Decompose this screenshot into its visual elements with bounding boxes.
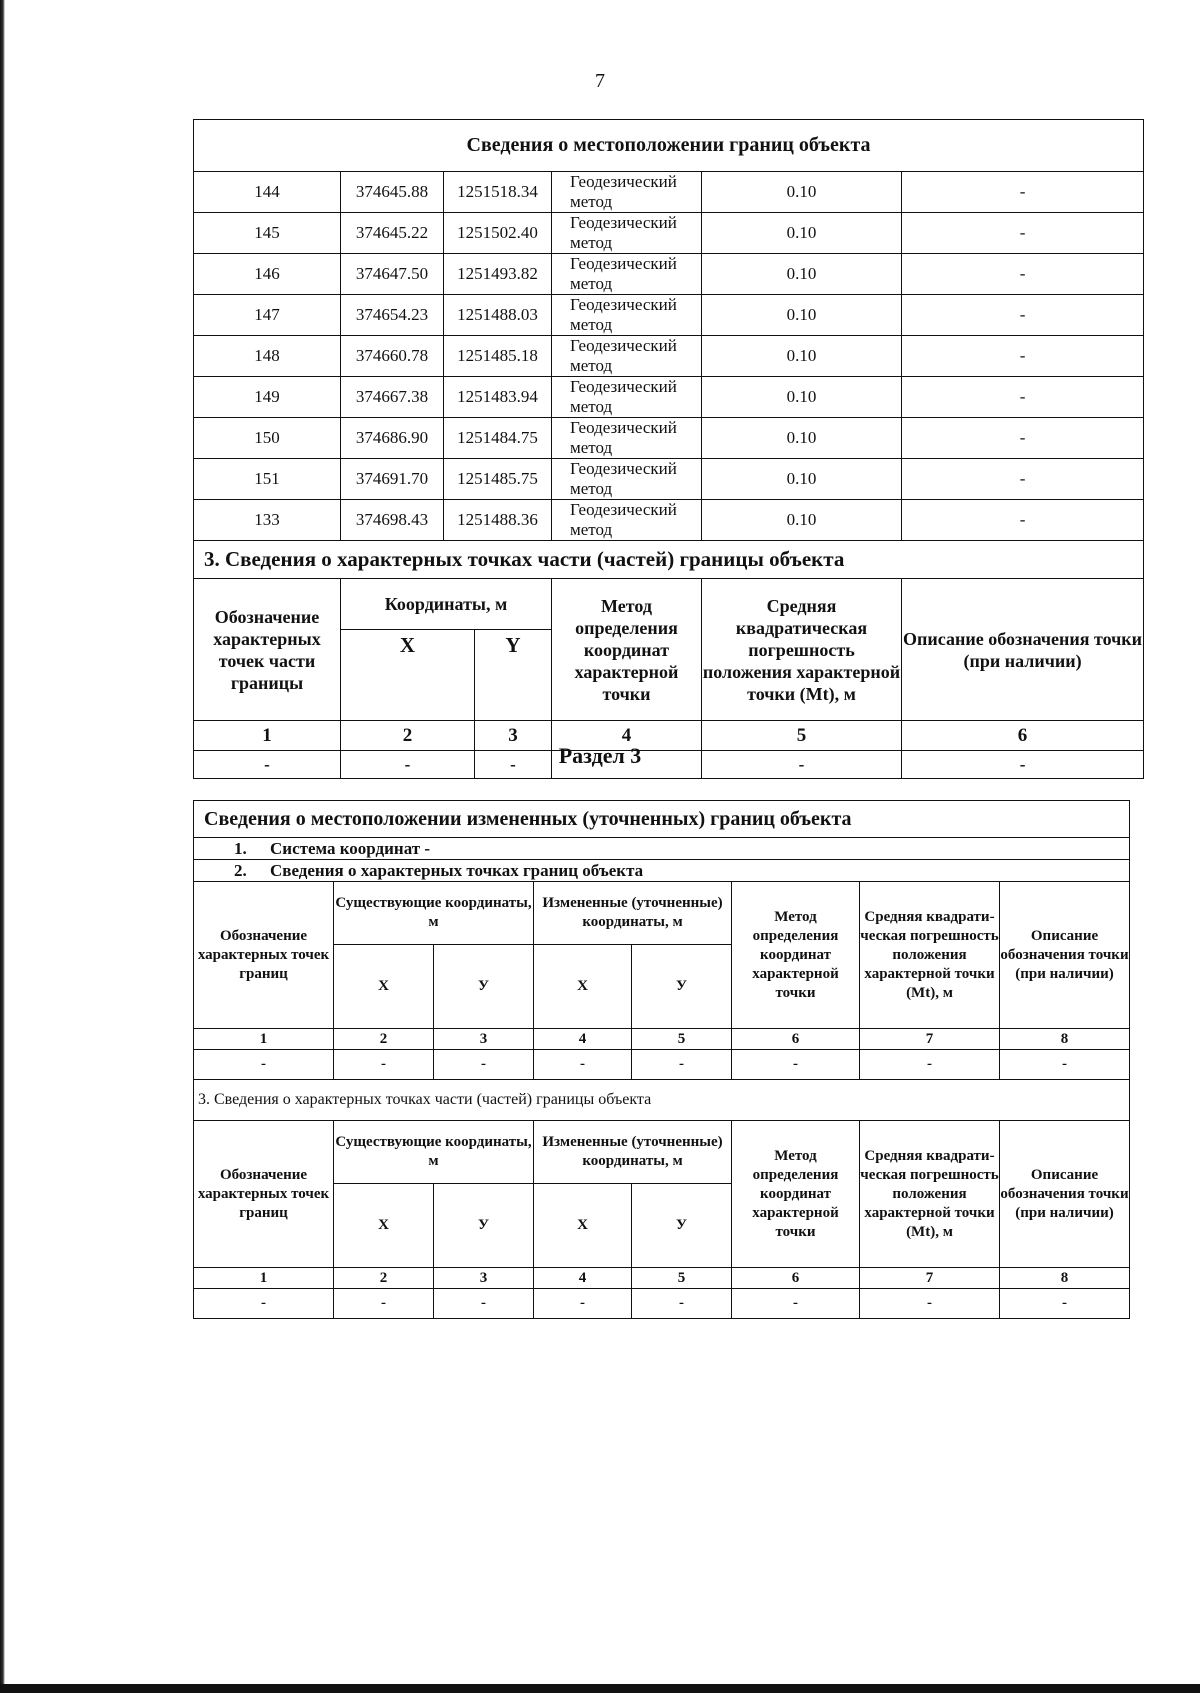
error-value: 0.10 [702,418,902,459]
error-value: 0.10 [702,377,902,418]
coord-y: 1251502.40 [444,213,552,254]
col-number: 8 [1000,1268,1130,1289]
header-method: Метод определения координат характерной точки [732,1121,860,1268]
coord-x: 374645.22 [341,213,444,254]
part-value: - [475,751,552,779]
method: Геодезический метод [552,295,702,336]
error-value: 0.10 [702,459,902,500]
point-number: 150 [194,418,341,459]
header-changed-coords: Измененные (уточненные) координаты, м [534,882,732,945]
coord-y: 1251483.94 [444,377,552,418]
value-cell: - [194,1050,334,1080]
col-number: 4 [552,721,702,751]
col-number: 3 [475,721,552,751]
point-number: 133 [194,500,341,541]
scan-edge-left [0,0,5,1693]
boundary-location-table [193,119,1144,779]
error-value: 0.10 [702,172,902,213]
description: - [902,254,1144,295]
table2-part-title: 3. Сведения о характерных точках части (частей) границы объекта [194,1080,1130,1121]
header-x: Х [534,1184,632,1268]
description: - [902,377,1144,418]
col-number: 6 [732,1268,860,1289]
method: Геодезический метод [552,254,702,295]
value-cell: - [732,1289,860,1319]
header-x: Х [334,1184,434,1268]
header-changed-coords: Измененные (уточненные) координаты, м [534,1121,732,1184]
point-number: 149 [194,377,341,418]
header-y: У [632,945,732,1029]
description: - [902,500,1144,541]
changed-boundaries-table [193,800,1130,1319]
method: Геодезический метод [552,418,702,459]
value-cell: - [434,1289,534,1319]
header-method: Метод определения координат характерной точки [552,579,702,721]
table-row [194,377,1144,418]
header-existing-coords: Существующие координаты, м [334,882,534,945]
description: - [902,336,1144,377]
value-cell: - [632,1050,732,1080]
col-number: 5 [632,1029,732,1050]
table-row [194,254,1144,295]
header-y: У [434,945,534,1029]
header-coords: Координаты, м [341,579,552,630]
coord-y: 1251485.18 [444,336,552,377]
coord-y: 1251518.34 [444,172,552,213]
col-number: 3 [434,1268,534,1289]
part-value: - [702,751,902,779]
header-designation: Обозначение характерных точек границ [194,1121,334,1268]
description: - [902,459,1144,500]
col-number: 8 [1000,1029,1130,1050]
col-number: 1 [194,1268,334,1289]
col-number: 2 [341,721,475,751]
part-value: - [902,751,1144,779]
header-description: Описание обозначения точки (при наличии) [902,579,1144,721]
table-row [194,172,1144,213]
line-text: Система координат - [270,838,431,858]
method: Геодезический метод [552,377,702,418]
header-y: Y [475,630,552,721]
header-designation: Обозначение характерных точек границ [194,882,334,1029]
table2-title: Сведения о местоположении измененных (уточненных) границ объекта [194,801,1130,838]
coord-y: 1251488.36 [444,500,552,541]
point-number: 145 [194,213,341,254]
header-existing-coords: Существующие координаты, м [334,1121,534,1184]
description: - [902,172,1144,213]
description: - [902,295,1144,336]
header-x: X [341,630,475,721]
method: Геодезический метод [552,336,702,377]
point-number: 146 [194,254,341,295]
value-cell: - [860,1289,1000,1319]
table-row [194,500,1144,541]
table-row [194,336,1144,377]
header-error: Средняя квадратическая погрешность положения характерной точки (Mt), м [702,579,902,721]
value-cell: - [534,1289,632,1319]
header-y: У [632,1184,732,1268]
value-cell: - [534,1050,632,1080]
coord-y: 1251484.75 [444,418,552,459]
col-number: 1 [194,721,341,751]
header-method: Метод определения координат характерной точки [732,882,860,1029]
col-number: 6 [732,1029,860,1050]
description: - [902,213,1144,254]
section-heading: Раздел 3 [558,743,642,768]
col-number: 4 [534,1268,632,1289]
line-text: Сведения о характерных точках границ объекта [270,860,644,880]
col-number: 2 [334,1029,434,1050]
coord-x: 374645.88 [341,172,444,213]
method: Геодезический метод [552,459,702,500]
header-x: Х [334,945,434,1029]
header-error: Средняя квадрати-ческая погрешность положения характерной точки (Mt), м [860,1121,1000,1268]
part-value: - [341,751,475,779]
col-number: 1 [194,1029,334,1050]
value-cell: - [632,1289,732,1319]
col-number: 7 [860,1268,1000,1289]
point-number: 151 [194,459,341,500]
coord-x: 374660.78 [341,336,444,377]
table2-line-points [194,860,1130,882]
table-row [194,459,1144,500]
value-cell: - [860,1050,1000,1080]
header-error: Средняя квадрати-ческая погрешность положения характерной точки (Mt), м [860,882,1000,1029]
col-number: 6 [902,721,1144,751]
coord-x: 374647.50 [341,254,444,295]
page-number: 7 [595,70,605,92]
line-number: 2. [234,860,247,880]
header-y: У [434,1184,534,1268]
coord-x: 374654.23 [341,295,444,336]
error-value: 0.10 [702,295,902,336]
coord-x: 374691.70 [341,459,444,500]
method: Геодезический метод [552,213,702,254]
coord-y: 1251493.82 [444,254,552,295]
description: - [902,418,1144,459]
table-row [194,418,1144,459]
table-row [194,213,1144,254]
header-designation: Обозначение характерных точек части границы [194,579,341,721]
value-cell: - [732,1050,860,1080]
point-number: 147 [194,295,341,336]
coord-x: 374667.38 [341,377,444,418]
coord-x: 374686.90 [341,418,444,459]
table2-line-coord-system [194,838,1130,860]
error-value: 0.10 [702,254,902,295]
error-value: 0.10 [702,213,902,254]
value-cell: - [334,1289,434,1319]
value-cell: - [334,1050,434,1080]
coord-y: 1251485.75 [444,459,552,500]
point-number: 144 [194,172,341,213]
col-number: 7 [860,1029,1000,1050]
method: Геодезический метод [552,500,702,541]
header-x: Х [534,945,632,1029]
value-cell: - [1000,1289,1130,1319]
coord-x: 374698.43 [341,500,444,541]
header-description: Описание обозначения точки (при наличии) [1000,882,1130,1029]
header-description: Описание обозначения точки (при наличии) [1000,1121,1130,1268]
part-value: - [194,751,341,779]
error-value: 0.10 [702,500,902,541]
col-number: 2 [334,1268,434,1289]
point-number: 148 [194,336,341,377]
table1-part-title: 3. Сведения о характерных точках части (частей) границы объекта [194,541,1144,579]
table1-rows [194,172,1144,541]
scan-edge-bottom [0,1684,1200,1693]
col-number: 5 [632,1268,732,1289]
line-number: 1. [234,838,247,858]
value-cell: - [194,1289,334,1319]
col-number: 4 [534,1029,632,1050]
value-cell: - [1000,1050,1130,1080]
table1-title: Сведения о местоположении границ объекта [194,120,1144,172]
method: Геодезический метод [552,172,702,213]
table-row [194,295,1144,336]
coord-y: 1251488.03 [444,295,552,336]
value-cell: - [434,1050,534,1080]
col-number: 3 [434,1029,534,1050]
error-value: 0.10 [702,336,902,377]
col-number: 5 [702,721,902,751]
